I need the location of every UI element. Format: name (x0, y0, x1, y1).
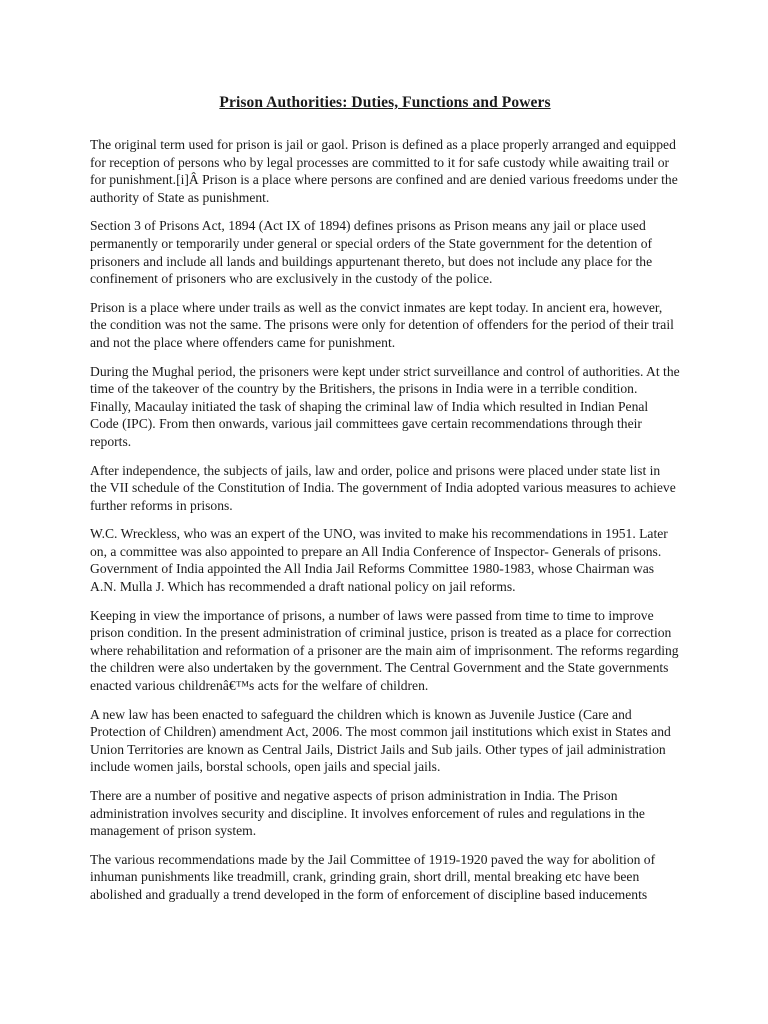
paragraph-mughal-period: During the Mughal period, the prisoners were kept under strict surveillance and control of authorities. At the time of the takeover of the country by the Britishers, the prisons in India were in a terrible condition. Finally, Macaulay initiated the task of shaping the criminal law of India which resulted in Indian Penal Code (IPC). From then onwards, various jail committees gave certain recommendations through their reports. (90, 363, 680, 449)
paragraph-aspects: There are a number of positive and negative aspects of prison administration in India. The Prison administration involves security and discipline. It involves enforcement of rules and regulations in the management of prison system. (90, 788, 645, 839)
paragraph-prisons-act: Section 3 of Prisons Act, 1894 (Act IX of 1894) defines prisons as Prison means any jail or place used permanently or temporarily under general or special orders of the State government for the detention of prisoners and include all lands and buildings appurtenant thereto, but does not include any place for the confinement of prisoners who are exclusively in the custody of the police. (90, 218, 653, 287)
paragraph-juvenile-justice: A new law has been enacted to safeguard the children which is known as Juvenile Justice (Care and Protection of Children) amendment Act, 2006. The most common jail institutions which exist in States and Union Territories are known as Central Jails, District Jails and Sub jails. Other types of jail administration include women jails, borstal schools, open jails and special jails. (90, 706, 671, 775)
paragraph-independence: After independence, the subjects of jails, law and order, police and prisons were placed under state list in the VII schedule of the Constitution of India. The government of India adopted various measures to achieve further reforms in prisons. (90, 462, 676, 513)
paragraph-ancient-era: Prison is a place where under trails as well as the convict inmates are kept today. In ancient era, however, the condition was not the same. The prisons were only for detention of offenders for the period of their trail and not the place where offenders came for punishment. (90, 299, 674, 350)
paragraph-jail-committee: The various recommendations made by the Jail Committee of 1919-1920 paved the way for abolition of inhuman punishments like treadmill, crank, grinding grain, short drill, mental breaking etc have been abolished and gradually a trend developed in the form of enforcement of discipline based inducements (90, 851, 656, 902)
paragraph-definition: The original term used for prison is jail or gaol. Prison is defined as a place properly arranged and equipped for reception of persons who by legal processes are committed to it for safe custody while awaiting trail or for punishment.[i]Â Prison is a place where persons are confined and are denied various freedoms under the authority of State as punishment. (90, 137, 678, 205)
paragraph-wreckless: W.C. Wreckless, who was an expert of the UNO, was invited to make his recommendations in 1951. Later on, a committee was also appointed to prepare an All India Conference of Inspector- Generals of prisons. Government of India appointed the All India Jail Reforms Committee 1980-1983, whose Chairman was A.N. Mulla J. Which has recommended a draft national policy on jail reforms. (90, 526, 668, 595)
document-title: Prison Authorities: Duties, Functions and Powers (219, 94, 551, 111)
paragraph-laws: Keeping in view the importance of prisons, a number of laws were passed from time to time to improve prison condition. In the present administration of criminal justice, prison is treated as a place for correction where rehabilitation and reformation of a prisoner are the main aim of imprisonment. The reforms regarding the children were also undertaken by the government. The Central Government and the State governments enacted various childrenâ€™s acts for the welfare of children. (90, 607, 679, 694)
